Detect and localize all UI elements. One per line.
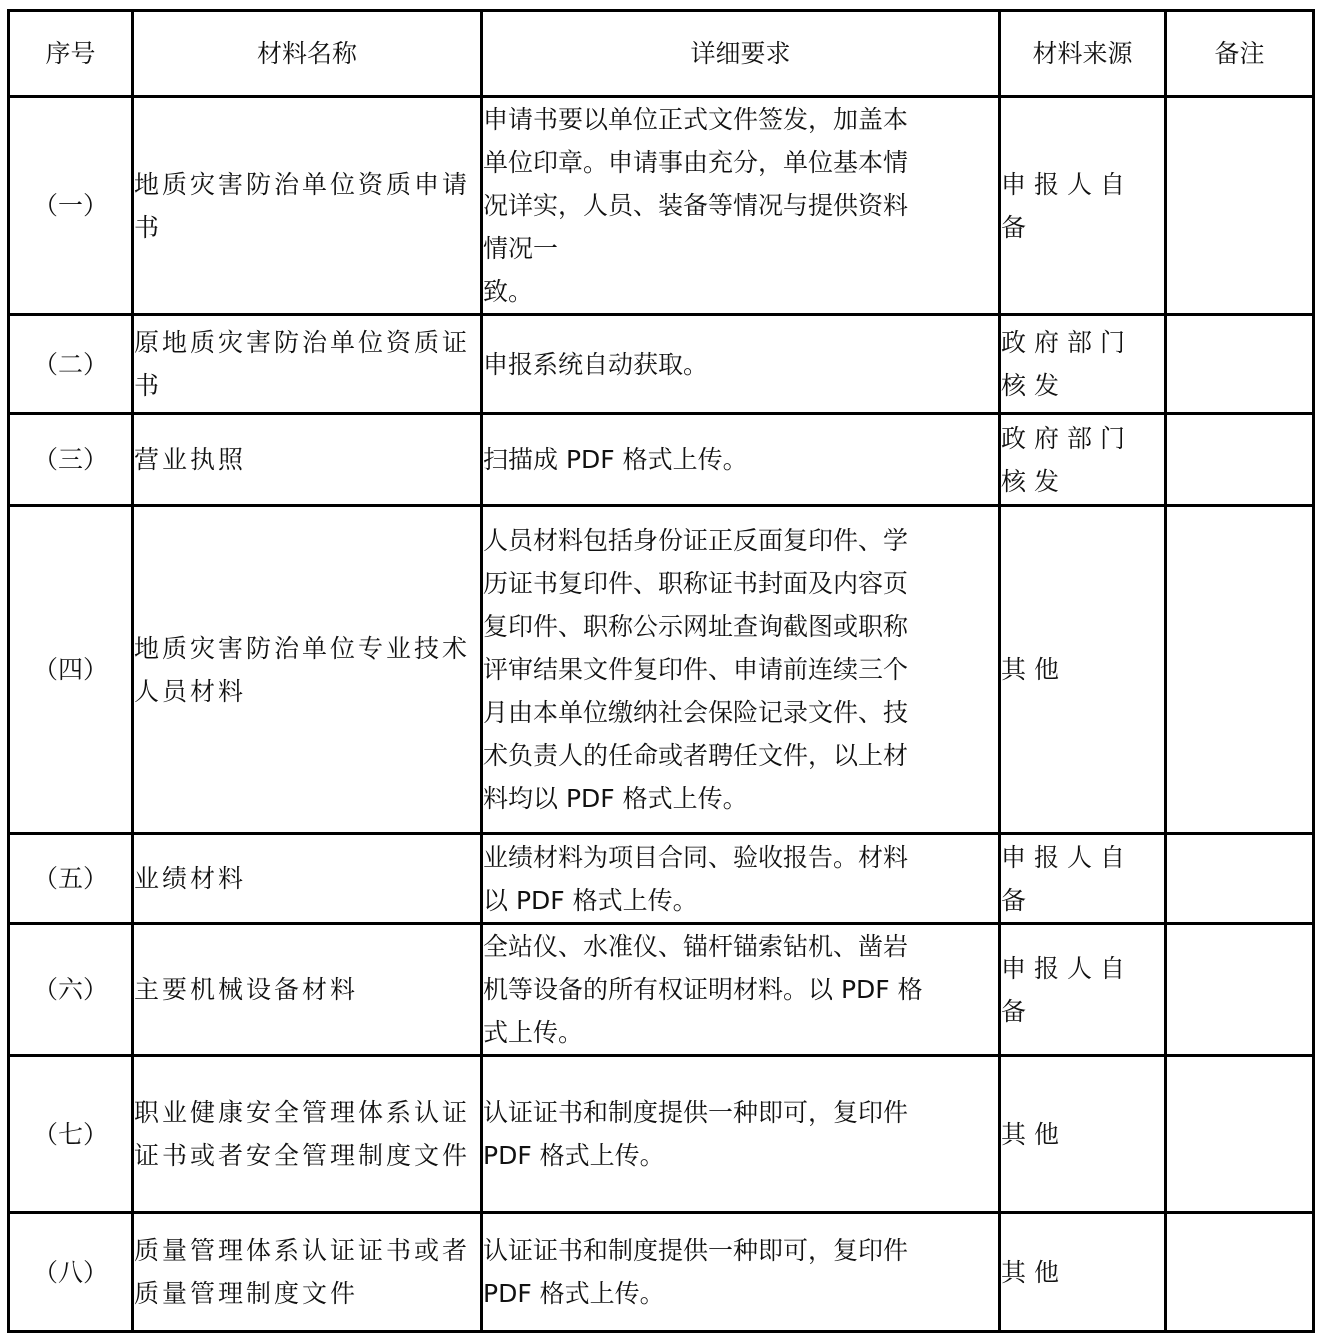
requirement-line: 业绩材料为项目合同、验收报告。材料 [483,842,909,872]
requirement-line: PDF 格式上传。 [483,1279,665,1308]
table-row [9,1213,1314,1332]
row-source: 其他 [1000,1056,1166,1213]
row-name: 质量管理体系认证证书或者质量管理制度文件 [133,1213,482,1332]
row-source: 申报人自备 [1000,97,1166,315]
requirement-line: 申请书要以单位正式文件签发，加盖本 [483,105,909,134]
row-name: 职业健康安全管理体系认证证书或者安全管理制度文件 [133,1056,482,1213]
row-note [1166,414,1314,506]
row-requirement [482,1213,1000,1332]
table-row [9,97,1314,315]
row-source: 其他 [1000,1213,1166,1332]
requirement-line: 评审结果文件复印件、申请前连续三个 [483,655,909,684]
header-source: 材料来源 [1000,11,1166,97]
row-note [1166,506,1314,834]
row-note [1166,97,1314,315]
requirement-line: 单位印章。申请事由充分，单位基本情 [483,148,909,177]
requirement-line: 复印件、职称公示网址查询截图或职称 [483,612,909,641]
requirement-line: 认证证书和制度提供一种即可，复印件 [483,1098,909,1127]
row-name: 地质灾害防治单位专业技术人员材料 [133,506,482,834]
requirement-line: 全站仪、水准仪、锚杆锚索钻机、凿岩 [483,932,909,961]
row-seq: （七） [9,1056,133,1213]
row-seq: （二） [9,315,133,414]
row-name: 业绩材料 [133,834,482,924]
row-source: 政府部门核发 [1000,315,1166,414]
row-source: 申报人自备 [1000,834,1166,924]
header-name: 材料名称 [133,11,482,97]
row-source: 政府部门核发 [1000,414,1166,506]
requirement-line: 况详实，人员、装备等情况与提供资料 [483,191,909,220]
row-note [1166,1056,1314,1213]
table-row [9,834,1314,924]
row-name: 营业执照 [133,414,482,506]
row-source: 申报人自备 [1000,924,1166,1056]
header-seq: 序号 [9,11,133,97]
row-name: 主要机械设备材料 [133,924,482,1056]
requirement-line: 申报系统自动获取。 [483,349,709,379]
row-requirement [482,506,1000,834]
row-seq: （五） [9,834,133,924]
row-name: 原地质灾害防治单位资质证书 [133,315,482,414]
table-row [9,1056,1314,1213]
requirement-line: 情况一 [483,234,559,263]
requirement-line: 扫描成 PDF 格式上传。 [483,445,748,474]
row-requirement [482,834,1000,924]
requirement-line: PDF 格式上传。 [483,1141,665,1170]
requirement-line: 认证证书和制度提供一种即可，复印件 [483,1236,909,1265]
row-name: 地质灾害防治单位资质申请书 [133,97,482,315]
row-seq: （四） [9,506,133,834]
row-requirement [482,1056,1000,1213]
row-note [1166,924,1314,1056]
header-row [9,11,1314,97]
requirement-line: 致。 [483,277,534,306]
requirement-line: 人员材料包括身份证正反面复印件、学 [483,526,909,555]
materials-table [7,9,1315,1333]
header-requirement: 详细要求 [482,11,1000,97]
row-note [1166,315,1314,414]
requirement-line: 月由本单位缴纳社会保险记录文件、技 [483,698,909,727]
row-source: 其他 [1000,506,1166,834]
table-row [9,414,1314,506]
requirement-line: 料均以 PDF 格式上传。 [483,784,748,813]
row-note [1166,1213,1314,1332]
row-requirement [482,315,1000,414]
row-seq: （八） [9,1213,133,1332]
row-requirement [482,414,1000,506]
table-row [9,924,1314,1056]
requirement-line: 式上传。 [483,1018,584,1047]
row-requirement [482,924,1000,1056]
row-seq: （一） [9,97,133,315]
row-note [1166,834,1314,924]
row-seq: （三） [9,414,133,506]
table-row [9,315,1314,414]
row-requirement [482,97,1000,315]
row-seq: （六） [9,924,133,1056]
table-row [9,506,1314,834]
requirement-line: 历证书复印件、职称证书封面及内容页 [483,569,909,598]
requirement-line: 机等设备的所有权证明材料。以 PDF 格 [483,975,923,1004]
header-note: 备注 [1166,11,1314,97]
requirement-line: 以 PDF 格式上传。 [483,885,698,915]
requirement-line: 术负责人的任命或者聘任文件，以上材 [483,741,909,770]
